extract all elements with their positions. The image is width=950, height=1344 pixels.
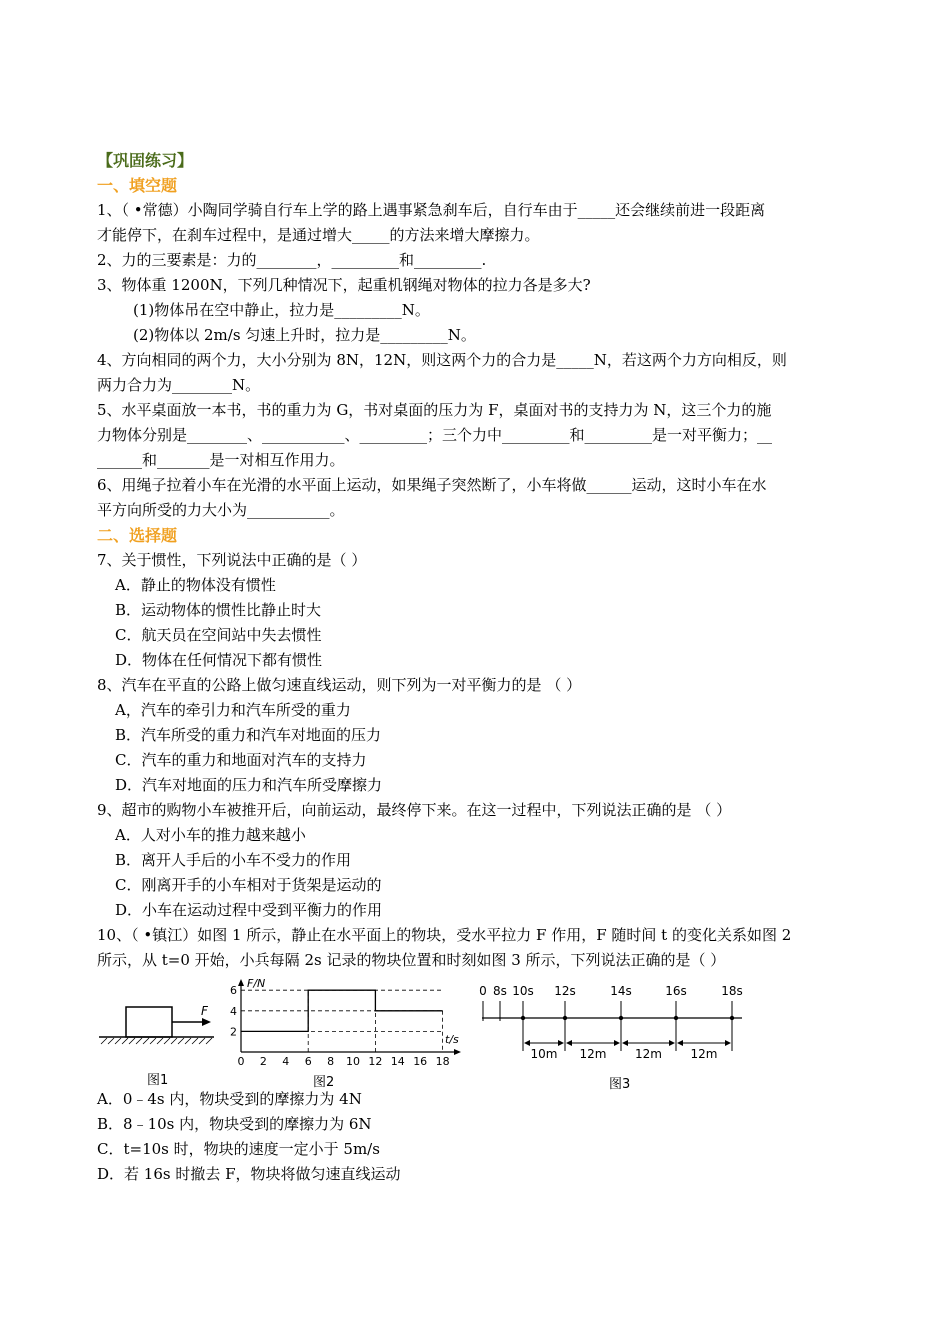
q9-stem: 9、超市的购物小车被推开后，向前运动，最终停下来。在这一过程中，下列说法正确的是 （ ） [97, 801, 732, 819]
q10-option-c: C．t=10s 时，物块的速度一定小于 5m/s [97, 1140, 380, 1158]
section-title-fill: 一、填空题 [97, 176, 178, 195]
time-label: 10s [512, 984, 534, 998]
x-tick-label: 8 [327, 1055, 335, 1067]
distance-label: 10m [530, 1047, 558, 1061]
figure-1-caption: 图1 [147, 1073, 169, 1088]
position-dot [521, 1016, 525, 1020]
distance-arrow-right [669, 1040, 675, 1046]
q2: 2、力的三要素是：力的________，_________和_________. [97, 251, 487, 269]
q10-figures [97, 977, 857, 1092]
q7-option-c: C．航天员在空间站中失去惯性 [115, 626, 322, 644]
q9-option-c: C．刚离开手的小车相对于货架是运动的 [115, 876, 382, 894]
q10-line2: 所示，从 t=0 开始，小兵每隔 2s 记录的物块位置和时刻如图 3 所示，下列说法正确的是（ ） [97, 951, 726, 969]
x-axis-label: t/s [445, 1033, 459, 1046]
q4-line1: 4、方向相同的两个力，大小分别为 8N，12N，则这两个力的合力是_____N，若这两个力方向相反，则 [97, 351, 787, 369]
section-title-choice: 二、选择题 [97, 526, 178, 545]
q10-line1: 10、（ •镇江）如图 1 所示，静止在水平面上的物块，受水平拉力 F 作用，F 随时间 t 的变化关系如图 2 [97, 926, 792, 944]
x-tick-label: 18 [435, 1055, 450, 1067]
figure-3-caption: 图3 [609, 1077, 631, 1092]
position-dot [619, 1016, 623, 1020]
q9-option-b: B．离开人手后的小车不受力的作用 [115, 851, 352, 869]
q7-stem: 7、关于惯性，下列说法中正确的是（ ） [97, 551, 367, 569]
q10-option-a: A．0﹣4s 内，物块受到的摩擦力为 4N [97, 1090, 362, 1108]
q3-stem: 3、物体重 1200N，下列几种情况下，起重机钢绳对物体的拉力各是多大? [97, 276, 591, 294]
distance-label: 12m [690, 1047, 718, 1061]
q1-line1: 1、（ •常德）小陶同学骑自行车上学的路上遇事紧急刹车后，自行车由于_____还会继续前进一段距离 [97, 201, 766, 219]
time-label: 12s [554, 984, 576, 998]
distance-arrow-left [622, 1040, 628, 1046]
x-axis-arrow [454, 1049, 461, 1055]
distance-arrow-right [558, 1040, 564, 1046]
q1-line2: 才能停下，在刹车过程中，是通过增大_____的方法来增大摩擦力。 [97, 226, 540, 244]
ground-hatch [101, 1038, 212, 1044]
q8-option-b: B．汽车所受的重力和汽车对地面的压力 [115, 726, 382, 744]
timeline-marks [479, 984, 743, 1061]
time-label: 0 [479, 984, 487, 998]
q3-a: (1)物体吊在空中静止，拉力是_________N。 [133, 301, 430, 319]
figure-2-chart [225, 977, 465, 1067]
q8-stem: 8、汽车在平直的公路上做匀速直线运动，则下列为一对平衡力的是 （ ） [97, 676, 582, 694]
q8-option-c: C．汽车的重力和地面对汽车的支持力 [115, 751, 367, 769]
distance-label: 12m [635, 1047, 662, 1061]
section-header [97, 148, 857, 173]
q7-option-b: B．运动物体的惯性比静止时大 [115, 601, 322, 619]
y-tick-label: 4 [230, 1004, 237, 1018]
position-dot [730, 1016, 734, 1020]
q7-option-a: A．静止的物体没有惯性 [115, 576, 276, 594]
q8-option-a: A，汽车的牵引力和汽车所受的重力 [115, 701, 351, 719]
time-label: 16s [665, 984, 687, 998]
q8-option-d: D．汽车对地面的压力和汽车所受摩擦力 [115, 776, 383, 794]
q9-option-d: D．小车在运动过程中受到平衡力的作用 [115, 901, 383, 919]
q6-line1: 6、用绳子拉着小车在光滑的水平面上运动，如果绳子突然断了，小车将做______运动，这时小车在水 [97, 476, 767, 494]
practice-badge: 【巩固练习】 [97, 151, 194, 170]
section-fill [97, 173, 857, 198]
y-tick-label: 6 [230, 984, 237, 998]
distance-arrow-left [677, 1040, 683, 1046]
q7-option-d: D．物体在任何情况下都有惯性 [115, 651, 323, 669]
time-label: 8s [493, 984, 507, 998]
x-tick-label: 12 [368, 1055, 383, 1067]
q3-b: (2)物体以 2m/s 匀速上升时，拉力是_________N。 [133, 326, 476, 344]
y-tick-label: 2 [230, 1025, 237, 1039]
q5-line1: 5、水平桌面放一本书，书的重力为 G，书对桌面的压力为 F，桌面对书的支持力为 N，这三个力的施 [97, 401, 772, 419]
block-shape [126, 1007, 172, 1037]
time-label: 18s [721, 984, 743, 998]
distance-label: 12m [579, 1047, 607, 1061]
time-label: 14s [610, 984, 632, 998]
distance-arrow-left [524, 1040, 530, 1046]
q4-line2: 两力合力为________N。 [97, 376, 261, 394]
figure-3-timeline [477, 983, 767, 1069]
force-label: F [201, 1004, 208, 1018]
x-tick-label: 14 [390, 1055, 405, 1067]
x-tick-label: 2 [259, 1055, 267, 1067]
q6-line2: 平方向所受的力大小为___________。 [97, 501, 345, 519]
figure-1-block [99, 997, 217, 1047]
x-tick-label: 6 [304, 1055, 312, 1067]
distance-arrow-right [725, 1040, 731, 1046]
x-tick-label: 10 [346, 1055, 360, 1067]
x-tick-label: 16 [413, 1055, 428, 1067]
y-axis-arrow [238, 979, 244, 986]
x-tick-label: 4 [282, 1055, 290, 1067]
x-tick-label: 0 [237, 1055, 245, 1067]
distance-arrow-left [566, 1040, 572, 1046]
figure-2-caption: 图2 [313, 1075, 335, 1090]
position-dot [674, 1016, 678, 1020]
distance-arrow-right [614, 1040, 620, 1046]
worksheet [97, 148, 857, 1187]
q10-option-d: D．若 16s 时撤去 F，物块将做匀速直线运动 [97, 1165, 401, 1183]
position-dot [563, 1016, 567, 1020]
force-arrow-head [202, 1018, 211, 1026]
q5-line3: ______和_______是一对相互作用力。 [97, 451, 345, 469]
q9-option-a: A．人对小车的推力越来越小 [115, 826, 306, 844]
chart-marks [230, 984, 450, 1067]
q5-line2: 力物体分别是________、___________、_________；三个力中_________和_________是一对平衡力；__ [97, 426, 773, 444]
section-choice [97, 523, 857, 548]
y-axis-label: F/N [247, 977, 266, 990]
q10-option-b: B．8﹣10s 内，物块受到的摩擦力为 6N [97, 1115, 372, 1133]
